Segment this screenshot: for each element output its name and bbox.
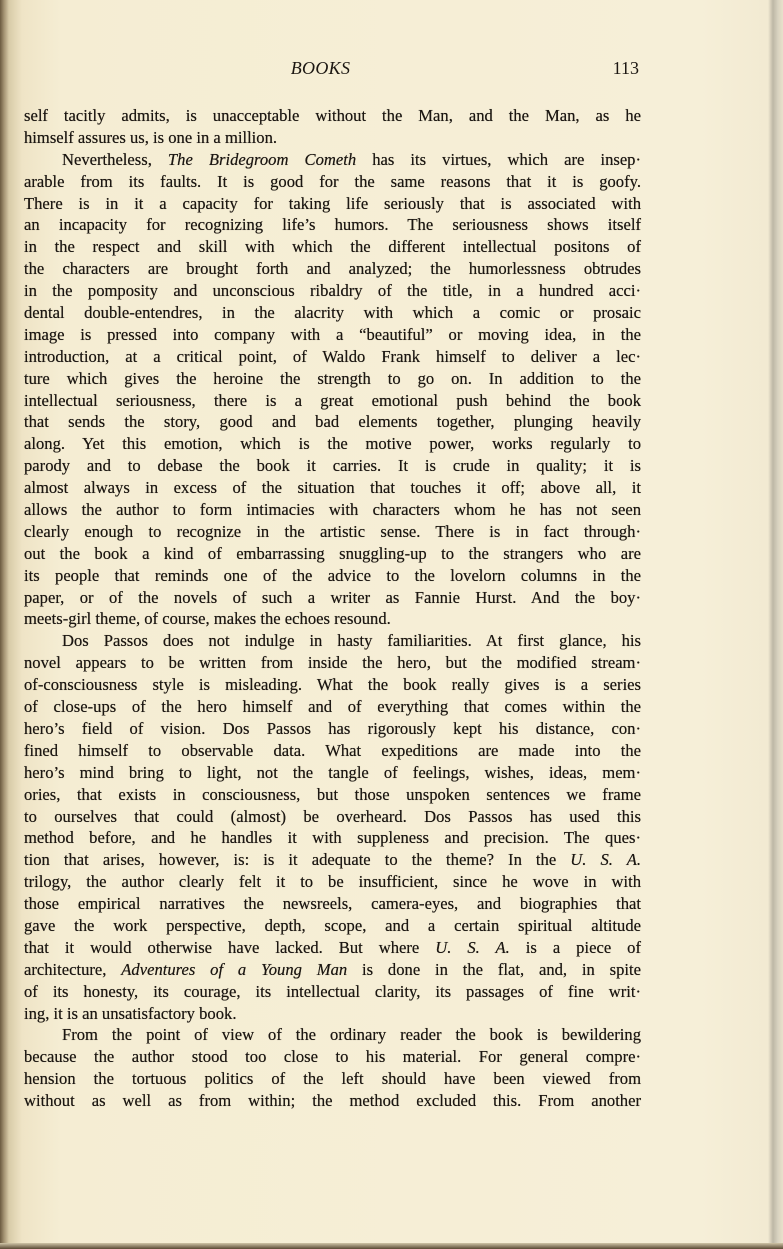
text-line — [24, 937, 641, 959]
text-line-content — [24, 784, 641, 806]
text-line — [24, 1068, 641, 1090]
text-line — [24, 521, 641, 543]
text-line-content — [24, 193, 641, 215]
text-line-content — [24, 1003, 641, 1025]
text-run: of close-ups of the hero himself and of everything that comes within the — [24, 697, 641, 717]
text-line — [24, 455, 641, 477]
text-line — [24, 1024, 641, 1046]
text-line-content — [24, 521, 641, 543]
text-line — [24, 543, 641, 565]
text-line-content — [24, 390, 641, 412]
text-line — [24, 346, 641, 368]
text-line-content — [24, 346, 641, 368]
page-header — [24, 58, 641, 84]
text-line-content — [24, 127, 641, 149]
text-line-content — [24, 674, 641, 696]
text-line-content — [24, 718, 641, 740]
text-line — [24, 149, 641, 171]
text-line-content — [24, 1090, 641, 1112]
text-line — [24, 258, 641, 280]
text-run: that sends the story, good and bad elements together, plunging heavily — [24, 412, 641, 432]
text-run: intellectual seriousness, there is a great emotional push behind the book — [24, 390, 641, 410]
text-line-content — [24, 214, 641, 236]
text-line-content — [62, 1024, 641, 1046]
text-line — [24, 1046, 641, 1068]
text-line-content — [24, 105, 641, 127]
text-line-content — [62, 149, 641, 171]
text-line-content — [62, 630, 641, 652]
italic-title: Adventures of a Young Man — [121, 959, 348, 979]
text-line-content — [24, 543, 641, 565]
body-text — [24, 105, 641, 1112]
text-run: meets-girl theme, of course, makes the echoes resound. — [24, 609, 391, 629]
text-line — [24, 587, 641, 609]
text-run: introduction, at a critical point, of Waldo Frank himself to deliver a lec· — [24, 346, 641, 366]
text-run: in the respect and skill with which the different intellectual positons of — [24, 237, 641, 257]
text-line — [24, 105, 641, 127]
text-line — [24, 630, 641, 652]
text-run: Dos Passos does not indulge in hasty familiarities. At first glance, his — [62, 631, 641, 651]
text-run: himself assures us, is one in a million. — [24, 127, 278, 147]
text-line-content — [24, 762, 641, 784]
text-line — [24, 959, 641, 981]
text-line-content — [24, 937, 641, 959]
text-line — [24, 1090, 641, 1112]
text-line — [24, 477, 641, 499]
italic-title: The Bridegroom Cometh — [167, 149, 357, 169]
text-line — [24, 696, 641, 718]
text-line-content — [24, 587, 641, 609]
text-run: without as well as from within; the method excluded this. From another — [24, 1091, 641, 1111]
text-line-content — [24, 893, 641, 915]
text-run: fined himself to observable data. What expeditions are made into the — [24, 740, 641, 760]
text-line-content — [24, 280, 641, 302]
text-line-content — [24, 433, 641, 455]
text-run: of-consciousness style is misleading. What the book really gives is a series — [24, 675, 641, 695]
text-line-content — [24, 324, 641, 346]
text-line — [24, 915, 641, 937]
text-line-content — [24, 302, 641, 324]
text-line — [24, 718, 641, 740]
text-line-content — [24, 959, 641, 981]
text-line — [24, 368, 641, 390]
text-run: From the point of view of the ordinary reader the book is bewildering — [62, 1025, 641, 1045]
text-run: self tacitly admits, is unacceptable without the Man, and the Man, as he — [24, 106, 641, 125]
text-line — [24, 280, 641, 302]
text-run: trilogy, the author clearly felt it to be insufficient, since he wove in with — [24, 872, 641, 892]
text-run: gave the work perspective, depth, scope, and a certain spiritual altitude — [24, 915, 641, 935]
text-line — [24, 236, 641, 258]
text-line — [24, 784, 641, 806]
text-run: in the pomposity and unconscious ribaldry of the title, in a hundred acci· — [24, 281, 641, 301]
text-line — [24, 849, 641, 871]
italic-title: U. S. A. — [435, 937, 510, 957]
text-run: that it would otherwise have lacked. But where — [24, 937, 436, 957]
text-run: ture which gives the heroine the strength to go on. In addition to the — [24, 368, 641, 388]
text-line — [24, 171, 641, 193]
text-run: hero’s field of vision. Dos Passos has rigorously kept his distance, con· — [24, 718, 641, 738]
text-line — [24, 324, 641, 346]
text-line — [24, 871, 641, 893]
text-line — [24, 565, 641, 587]
text-run: method before, and he handles it with suppleness and precision. The ques· — [24, 828, 641, 848]
text-line — [24, 214, 641, 236]
text-line — [24, 127, 641, 149]
text-line-content — [24, 368, 641, 390]
text-line — [24, 740, 641, 762]
text-line-content — [24, 608, 641, 630]
text-line-content — [24, 652, 641, 674]
text-run: ing, it is an unsatisfactory book. — [24, 1003, 237, 1023]
text-line-content — [24, 411, 641, 433]
text-run: tion that arises, however, is: is it adequate to the theme? In the — [24, 850, 571, 870]
text-line — [24, 981, 641, 1003]
text-line-content — [24, 477, 641, 499]
text-line — [24, 433, 641, 455]
text-run: allows the author to form intimacies with characters whom he has not seen — [24, 500, 641, 520]
text-run: almost always in excess of the situation that touches it off; above all, it — [24, 478, 641, 498]
text-run: arable from its faults. It is good for the same reasons that it is goofy. — [24, 171, 641, 191]
text-line — [24, 608, 641, 630]
text-line — [24, 674, 641, 696]
text-run: is a piece of — [509, 937, 641, 957]
running-title: BOOKS — [290, 58, 351, 78]
page-number: 113 — [612, 58, 639, 78]
text-run: its people that reminds one of the advice to the lovelorn columns in the — [24, 565, 641, 585]
text-run: of its honesty, its courage, its intellectual clarity, its passages of fine writ· — [24, 981, 641, 1001]
text-line-content — [24, 1068, 641, 1090]
text-run: the characters are brought forth and analyzed; the humorlessness obtrudes — [24, 259, 641, 279]
text-line-content — [24, 827, 641, 849]
text-line-content — [24, 981, 641, 1003]
text-run: hero’s mind bring to light, not the tangle of feelings, wishes, ideas, mem· — [24, 762, 641, 782]
text-line — [24, 762, 641, 784]
text-line-content — [24, 871, 641, 893]
text-line-content — [24, 499, 641, 521]
text-run: those empirical narratives the newsreels, camera-eyes, and biographies that — [24, 894, 641, 914]
text-line — [24, 827, 641, 849]
text-run: ories, that exists in consciousness, but those unspoken sentences we frame — [24, 784, 641, 804]
text-line — [24, 1003, 641, 1025]
text-run: hension the tortuous politics of the left should have been viewed from — [24, 1069, 641, 1089]
text-run: parody and to debase the book it carries. It is crude in quality; it is — [24, 456, 641, 476]
text-line-content — [24, 171, 641, 193]
text-run: dental double-entendres, in the alacrity with which a comic or prosaic — [24, 303, 641, 323]
text-run: to ourselves that could (almost) be overheard. Dos Passos has used this — [24, 806, 641, 826]
text-line-content — [24, 915, 641, 937]
text-line-content — [24, 849, 641, 871]
text-run: along. Yet this emotion, which is the motive power, works regularly to — [24, 434, 641, 454]
text-line — [24, 893, 641, 915]
text-run: out the book a kind of embarrassing snuggling-up to the strangers who are — [24, 543, 641, 563]
text-run: novel appears to be written from inside the hero, but the modified stream· — [24, 653, 641, 673]
text-line-content — [24, 740, 641, 762]
text-line-content — [24, 806, 641, 828]
text-line — [24, 411, 641, 433]
text-run: an incapacity for recognizing life’s humors. The seriousness shows itself — [24, 215, 641, 235]
text-run: architecture, — [24, 959, 122, 979]
text-line-content — [24, 258, 641, 280]
text-run: paper, or of the novels of such a writer as Fannie Hurst. And the boy· — [24, 587, 641, 607]
text-line — [24, 302, 641, 324]
text-line-content — [24, 455, 641, 477]
text-line — [24, 193, 641, 215]
text-line-content — [24, 1046, 641, 1068]
text-line-content — [24, 236, 641, 258]
text-line-content — [24, 696, 641, 718]
text-run: has its virtues, which are insep· — [356, 149, 642, 169]
text-line — [24, 499, 641, 521]
text-run: Nevertheless, — [62, 149, 168, 169]
text-run: is done in the flat, and, in spite — [347, 959, 641, 979]
italic-title: U. S. A. — [570, 850, 641, 870]
text-line — [24, 806, 641, 828]
text-run: clearly enough to recognize in the artistic sense. There is in fact through· — [24, 521, 641, 541]
text-run: There is in it a capacity for taking life seriously that is associated with — [24, 193, 641, 213]
text-run: image is pressed into company with a “beautiful” or moving idea, in the — [24, 324, 641, 344]
page-bottom-edge — [0, 1243, 783, 1249]
text-line — [24, 652, 641, 674]
text-run: because the author stood too close to his material. For general compre· — [24, 1047, 641, 1067]
text-line-content — [24, 565, 641, 587]
text-line — [24, 390, 641, 412]
